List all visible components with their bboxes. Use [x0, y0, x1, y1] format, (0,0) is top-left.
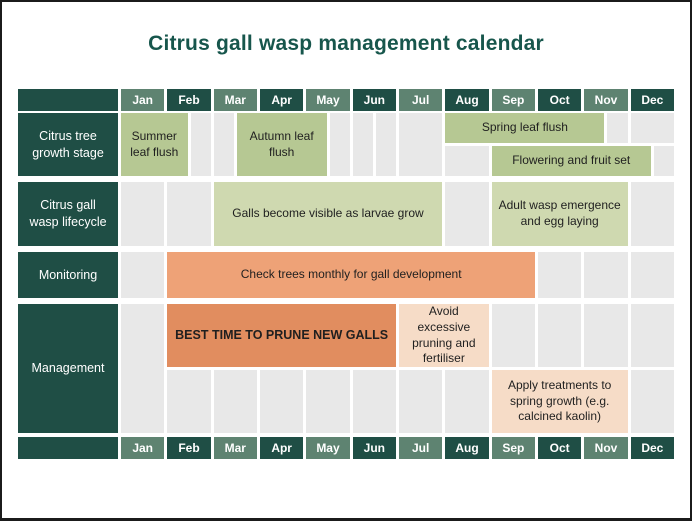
footer-month-mar: Mar [214, 437, 257, 459]
footer-month-jan: Jan [121, 437, 164, 459]
header-month-sep: Sep [492, 89, 535, 111]
footer-month-jul: Jul [399, 437, 442, 459]
empty-cell [353, 370, 396, 433]
footer-corner-cell [18, 437, 118, 459]
header-corner-cell [18, 89, 118, 111]
month-footer-row [18, 437, 674, 459]
empty-cell [191, 113, 211, 176]
footer-month-apr: Apr [260, 437, 303, 459]
empty-cell [631, 370, 674, 433]
empty-cell [654, 146, 674, 176]
footer-month-jun: Jun [353, 437, 396, 459]
footer-month-oct: Oct [538, 437, 581, 459]
row-label-management: Management [18, 304, 118, 433]
month-header-row [18, 89, 674, 111]
empty-cell [167, 182, 210, 246]
empty-cell [167, 370, 210, 433]
footer-month-feb: Feb [167, 437, 210, 459]
block-check-trees-monthly: Check trees monthly for gall development [167, 252, 535, 298]
empty-cell [538, 304, 581, 367]
row-label-growth-stage: Citrus tree growth stage [18, 113, 118, 176]
block-avoid-excessive-pruning: Avoid excessive pruning and fertiliser [399, 304, 489, 367]
empty-cell [260, 370, 303, 433]
empty-cell [631, 182, 674, 246]
empty-cell [607, 113, 627, 143]
block-apply-treatments: Apply treatments to spring growth (e.g. calcined kaolin) [492, 370, 628, 433]
block-best-time-to-prune: BEST TIME TO PRUNE NEW GALLS [167, 304, 396, 367]
empty-cell [631, 252, 674, 298]
empty-cell [492, 304, 535, 367]
empty-cell [376, 113, 396, 176]
empty-cell [399, 370, 442, 433]
header-month-feb: Feb [167, 89, 210, 111]
footer-month-dec: Dec [631, 437, 674, 459]
footer-month-may: May [306, 437, 349, 459]
empty-cell [631, 304, 674, 367]
empty-cell [399, 113, 442, 176]
block-adult-wasp-emergence: Adult wasp emergence and egg laying [492, 182, 628, 246]
empty-cell [214, 370, 257, 433]
empty-cell [306, 370, 349, 433]
footer-month-aug: Aug [445, 437, 488, 459]
empty-cell [121, 182, 164, 246]
empty-cell [121, 304, 164, 433]
empty-cell [445, 370, 488, 433]
header-month-nov: Nov [584, 89, 627, 111]
header-month-mar: Mar [214, 89, 257, 111]
block-autumn-leaf-flush: Autumn leaf flush [237, 113, 327, 176]
page-title: Citrus gall wasp management calendar [148, 32, 544, 55]
empty-cell [121, 252, 164, 298]
header-month-jun: Jun [353, 89, 396, 111]
block-summer-leaf-flush: Summer leaf flush [121, 113, 188, 176]
empty-cell [330, 113, 350, 176]
empty-cell [353, 113, 373, 176]
block-flowering-and-fruit-set: Flowering and fruit set [492, 146, 651, 176]
footer-month-sep: Sep [492, 437, 535, 459]
header-month-aug: Aug [445, 89, 488, 111]
row-citrus-gall-wasp-lifecycle [18, 182, 674, 246]
empty-cell [538, 252, 581, 298]
empty-cell [584, 304, 627, 367]
header-month-apr: Apr [260, 89, 303, 111]
header-month-jan: Jan [121, 89, 164, 111]
block-spring-leaf-flush: Spring leaf flush [445, 113, 604, 143]
row-label-monitoring: Monitoring [18, 252, 118, 298]
empty-cell [584, 252, 627, 298]
header-month-dec: Dec [631, 89, 674, 111]
footer-month-nov: Nov [584, 437, 627, 459]
header-month-may: May [306, 89, 349, 111]
empty-cell [445, 146, 488, 176]
row-monitoring [18, 252, 674, 298]
header-month-oct: Oct [538, 89, 581, 111]
empty-cell [445, 182, 488, 246]
row-label-wasp-lifecycle: Citrus gall wasp lifecycle [18, 182, 118, 246]
empty-cell [631, 113, 674, 143]
row-citrus-tree-growth-stage [18, 113, 674, 176]
header-month-jul: Jul [399, 89, 442, 111]
block-galls-become-visible: Galls become visible as larvae grow [214, 182, 443, 246]
row-management [18, 304, 674, 433]
empty-cell [214, 113, 234, 176]
